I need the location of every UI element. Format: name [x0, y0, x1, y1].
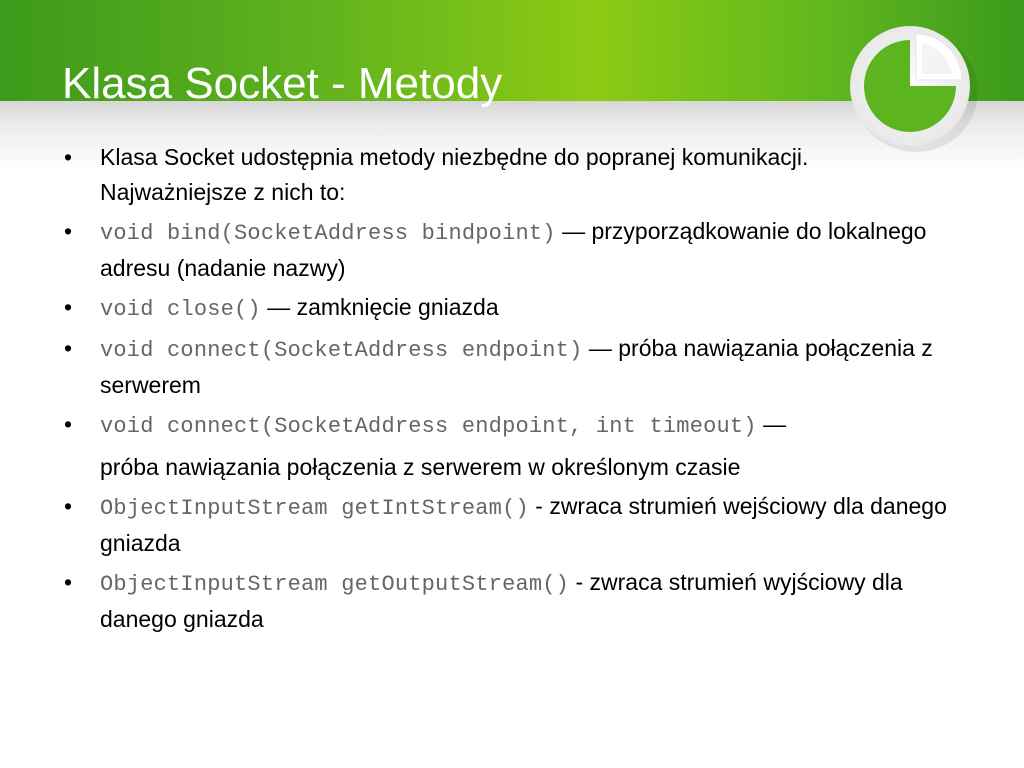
method-signature: void connect(SocketAddress endpoint, int timeout) — [100, 414, 757, 439]
method-description: - zwraca strumień wejściowy dla danego gniazda — [100, 493, 947, 556]
bullet-text: Klasa Socket udostępnia metody niezbędne do popranej komunikacji. Najważniejsze z nich to: — [100, 144, 809, 205]
bullet-dot-icon: • — [63, 294, 73, 320]
slide-title: Klasa Socket - Metody — [62, 59, 503, 109]
method-description: - zwraca strumień wyjściowy dla danego gniazda — [100, 569, 903, 632]
method-signature: void close() — [100, 297, 261, 322]
bullet-item — [58, 489, 958, 561]
bullet-item — [58, 290, 958, 327]
bullet-item — [58, 407, 958, 485]
method-description: — zamknięcie gniazda — [260, 294, 499, 320]
method-signature: ObjectInputStream getOutputStream() — [100, 572, 570, 597]
method-description-continued: próba nawiązania połączenia z serwerem w określonym czasie — [100, 454, 741, 480]
method-signature: void bind(SocketAddress bindpoint) — [100, 221, 556, 246]
method-signature: void connect(SocketAddress endpoint) — [100, 338, 583, 363]
bullet-item — [58, 140, 958, 210]
bullet-item — [58, 214, 958, 286]
bullet-list — [58, 140, 958, 641]
method-description: — — [756, 411, 787, 437]
bullet-item — [58, 331, 958, 403]
bullet-dot-icon: • — [63, 218, 73, 244]
pie-chart-logo-icon — [830, 18, 990, 154]
method-description: — próba nawiązania połączenia z serwerem — [100, 335, 933, 398]
bullet-dot-icon: • — [63, 493, 73, 519]
bullet-dot-icon: • — [63, 411, 73, 437]
method-signature: ObjectInputStream getIntStream() — [100, 496, 529, 521]
bullet-dot-icon: • — [63, 569, 73, 595]
bullet-dot-icon: • — [63, 335, 73, 361]
bullet-dot-icon: • — [63, 144, 73, 170]
method-description: — przyporządkowanie do lokalnego adresu (nadanie nazwy) — [100, 218, 927, 281]
bullet-item — [58, 565, 958, 637]
